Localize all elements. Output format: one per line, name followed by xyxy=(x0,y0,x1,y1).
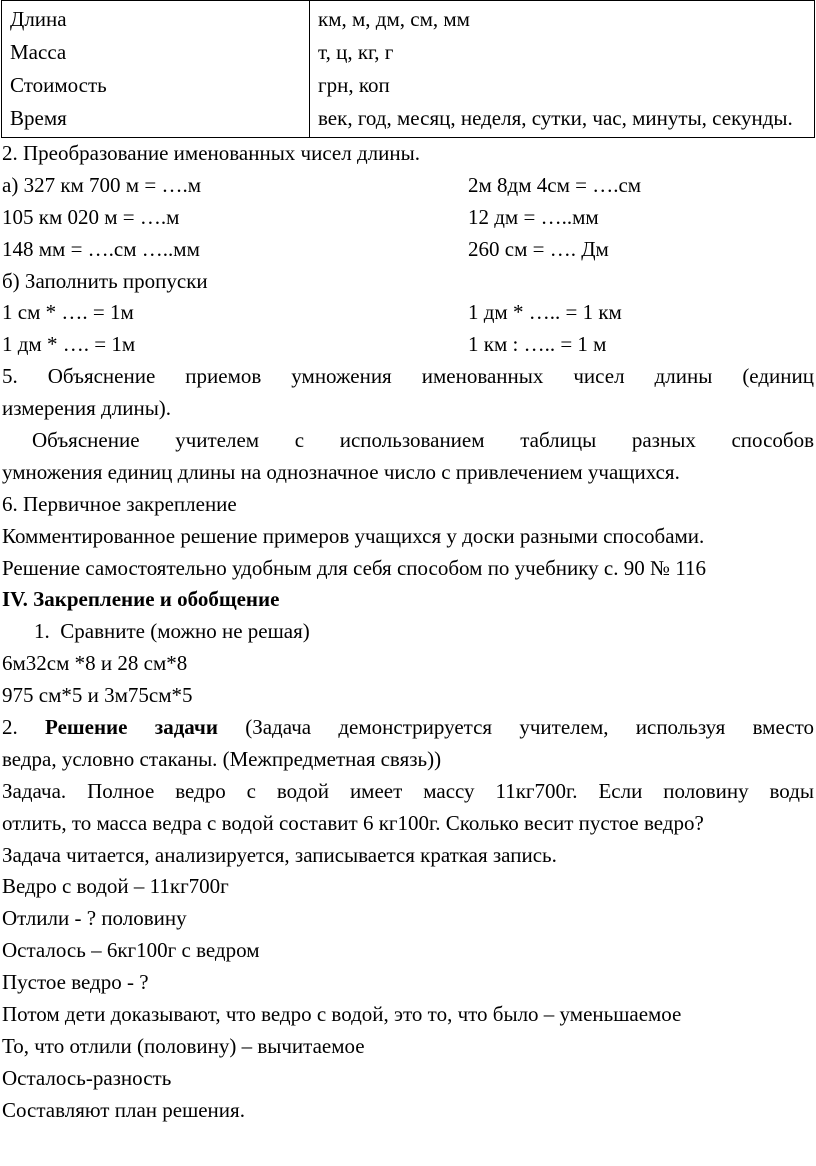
paragraph-text: (Задача демонстрируется учителем, используя вместо xyxy=(217,715,815,740)
paragraph-line xyxy=(2,712,814,744)
paragraph-line: Потом дети доказывают, что ведро с водой, это то, что было – уменьшаемое xyxy=(2,1002,682,1027)
exercise-left: а) 327 км 700 м = ….м xyxy=(2,172,201,197)
paragraph-line: Осталось-разность xyxy=(2,1065,172,1090)
quantity-name: Стоимость xyxy=(10,73,107,97)
paragraph-line: Решение самостоятельно удобным для себя способом по учебнику с. 90 № 116 xyxy=(2,555,706,580)
list-number: 1. xyxy=(34,619,50,644)
record-line: Отлили - ? половину xyxy=(2,906,187,931)
quantity-name: Масса xyxy=(10,40,67,64)
quantity-name: Время xyxy=(10,106,67,130)
quantity-cell xyxy=(2,1,310,138)
exercise-left: 1 дм * …. = 1м xyxy=(2,332,136,357)
paragraph-line: 5. Объяснение приемов умножения именованных чисел длины (единиц xyxy=(2,364,814,389)
exercise-row xyxy=(2,234,814,266)
paragraph-line: умножения единиц длины на однозначное число с привлечением учащихся. xyxy=(2,459,680,484)
paragraph-line: Задача читается, анализируется, записывается краткая запись. xyxy=(2,842,557,867)
paragraph-line: отлить, то масса ведра с водой составит 6 кг100г. Сколько весит пустое ведро? xyxy=(2,810,704,835)
exercise-right: 1 дм * ….. = 1 км xyxy=(468,300,622,325)
list-text: Сравните (можно не решая) xyxy=(60,619,310,644)
bold-label: Решение задачи xyxy=(45,715,218,740)
list-item xyxy=(2,616,814,648)
exercise-left: 105 км 020 м = ….м xyxy=(2,204,180,229)
section-heading: 2. Преобразование именованных чисел длины. xyxy=(2,141,420,165)
exercise-row xyxy=(2,329,814,361)
units-cell xyxy=(310,1,815,138)
document-page xyxy=(2,0,814,1127)
paragraph-line: То, что отлили (половину) – вычитаемое xyxy=(2,1033,365,1058)
bold-heading: IV. Закрепление и обобщение xyxy=(2,587,280,612)
paragraph-line: Объяснение учителем с использованием таблицы разных способов xyxy=(32,428,814,453)
fill-heading: б) Заполнить пропуски xyxy=(2,268,208,293)
units-list: век, год, месяц, неделя, сутки, час, минуты, секунды. xyxy=(318,106,793,130)
list-number: 2. xyxy=(2,715,46,740)
exercise-right: 260 см = …. Дм xyxy=(468,236,609,261)
record-line: Пустое ведро - ? xyxy=(2,970,149,995)
paragraph-line: Комментированное решение примеров учащихся у доски разными способами. xyxy=(2,523,705,548)
paragraph-line: измерения длины). xyxy=(2,396,172,421)
exercise-row xyxy=(2,297,814,329)
exercise-right: 1 км : ….. = 1 м xyxy=(468,332,607,357)
units-list: грн, коп xyxy=(318,73,390,97)
section-heading xyxy=(2,584,814,616)
exercise-left: 148 мм = ….см …..мм xyxy=(2,236,200,261)
paragraph-line: ведра, условно стаканы. (Межпредметная связь)) xyxy=(2,746,442,771)
exercise-row xyxy=(2,202,814,234)
compare-line: 975 см*5 и 3м75см*5 xyxy=(2,683,193,708)
units-table xyxy=(1,0,815,138)
exercise-right: 2м 8дм 4см = ….см xyxy=(468,172,642,197)
exercise-row xyxy=(2,170,814,202)
quantity-name: Длина xyxy=(10,7,67,31)
exercise-left: 1 см * …. = 1м xyxy=(2,300,134,325)
paragraph-line: Задача. Полное ведро с водой имеет массу 11кг700г. Если половину воды xyxy=(2,778,814,803)
record-line: Осталось – 6кг100г с ведром xyxy=(2,938,260,963)
compare-line: 6м32см *8 и 28 см*8 xyxy=(2,651,188,676)
exercise-right: 12 дм = …..мм xyxy=(468,204,599,229)
units-list: т, ц, кг, г xyxy=(318,40,394,64)
paragraph-line: Составляют план решения. xyxy=(2,1097,245,1122)
record-line: Ведро с водой – 11кг700г xyxy=(2,874,229,899)
table-row xyxy=(2,1,815,138)
units-list: км, м, дм, см, мм xyxy=(318,7,470,31)
section-heading: 6. Первичное закрепление xyxy=(2,491,237,516)
